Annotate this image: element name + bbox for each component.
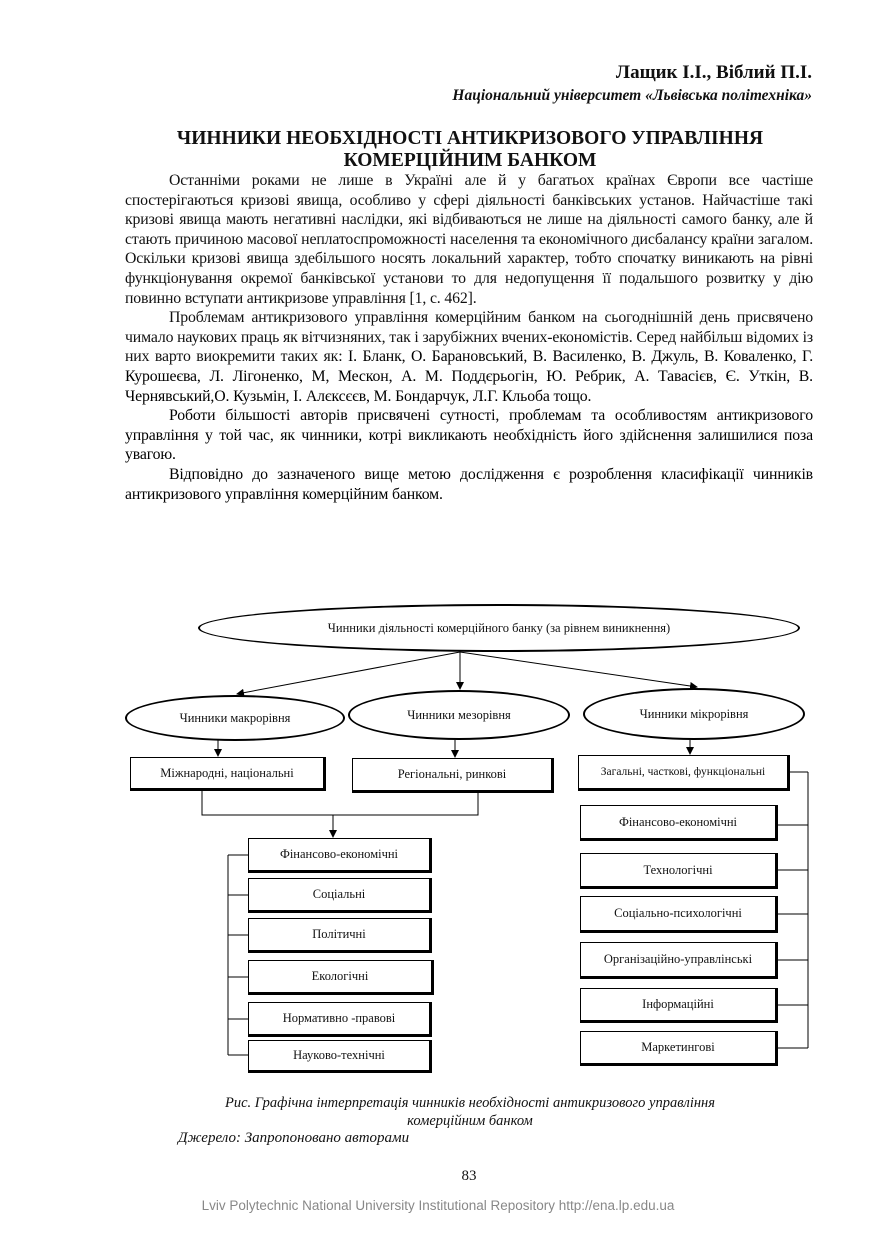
right-factor-box: Інформаційні: [580, 988, 778, 1023]
level-box-macro: Міжнародні, національні: [130, 757, 326, 791]
affiliation: Національний університет «Львівська політехніка»: [452, 87, 812, 104]
right-factor-box: Маркетингові: [580, 1031, 778, 1066]
title-line: ЧИННИКИ НЕОБХІДНОСТІ АНТИКРИЗОВОГО УПРАВЛІННЯ: [176, 128, 764, 149]
right-factor-box: Фінансово-економічні: [580, 805, 778, 841]
left-factor-box: Соціальні: [248, 878, 432, 913]
figure-source: Джерело: Запропоновано авторами: [178, 1130, 410, 1146]
level-ellipse-meso: Чинники мезорівня: [348, 690, 570, 740]
paragraph: Відповідно до зазначеного вище метою дослідження є розроблення класифікації чинників антикризового управління комерційним банком.: [125, 465, 813, 503]
figure-caption: [100, 1094, 840, 1130]
root-ellipse: Чинники діяльності комерційного банку (за рівнем виникнення): [198, 604, 800, 652]
right-factor-box: Соціально-психологічні: [580, 896, 778, 933]
level-box-micro: Загальні, часткові, функціональні: [578, 755, 790, 791]
repository-footer: Lviv Polytechnic National University Institutional Repository http://ena.lp.edu.ua: [201, 1198, 675, 1213]
left-factor-box: Екологічні: [248, 960, 434, 995]
caption-line: комерційним банком: [407, 1113, 533, 1129]
title-line: КОМЕРЦІЙНИМ БАНКОМ: [343, 150, 597, 171]
right-factor-box: Технологічні: [580, 853, 778, 889]
author-names: І. Бланк, О. Барановський, В. Василенко, В. Джуль, В. Коваленко, Г. Курошеєва, Л. Лігоненко, М, Мескон, А. М. Поддєрьогін, Ю. Ребрик, А. Тавасієв, Є. Уткін, В. Чернявський,О. Кузьмін, І. Алєксєєв, М. Бондарчук, Л.Г. Кльоба тощо.: [125, 348, 813, 405]
paragraph: Останніми роками не лише в Україні але й у багатьох країнах Європи все частіше спостерігаються кризові явища, особливо у сфері діяльності банківських установ. Найчастіше такі кризові явища мають негативні наслідки, які відбиваються не лише на діяльності самого банку, але й стають причиною масової неплатоспроможності населення та економічного дисбалансу країни загалом. Оскільки кризові явища здебільшого носять локальний характер, тобто спочатку виникають на рівні функціонування окремої банківської установи то для недопущення її подальшого розвитку у дію повинно вступати антикризове управління [1, с. 462].: [125, 172, 813, 307]
level-box-meso: Регіональні, ринкові: [352, 758, 554, 793]
paragraph: Роботи більшості авторів присвячені сутності, проблемам та особливостям антикризового управління у той час, як чинники, котрі викликають необхідність його здійснення залишилися поза увагою.: [125, 407, 813, 464]
level-ellipse-macro: Чинники макрорівня: [125, 695, 345, 741]
left-factor-box: Нормативно -правові: [248, 1002, 432, 1037]
left-factor-box: Фінансово-економічні: [248, 838, 432, 873]
level-ellipse-micro: Чинники мікрорівня: [583, 688, 805, 740]
right-factor-box: Організаційно-управлінські: [580, 942, 778, 979]
left-factor-box: Політичні: [248, 918, 432, 953]
page-number: 83: [461, 1168, 477, 1184]
caption-line: Рис. Графічна інтерпретація чинників необхідності антикризового управління: [225, 1095, 715, 1111]
paragraph-text: Проблемам антикризового управління комерційним банком на сьогоднішній день присвячено чимало наукових праць як вітчизняних, так і зарубіжних вчених-економістів. Серед найбільш відомих із них варто виокремити таких як:: [125, 309, 813, 366]
authors: Лащик І.І., Віблий П.І.: [615, 62, 812, 83]
left-factor-box: Науково-технічні: [248, 1040, 432, 1073]
